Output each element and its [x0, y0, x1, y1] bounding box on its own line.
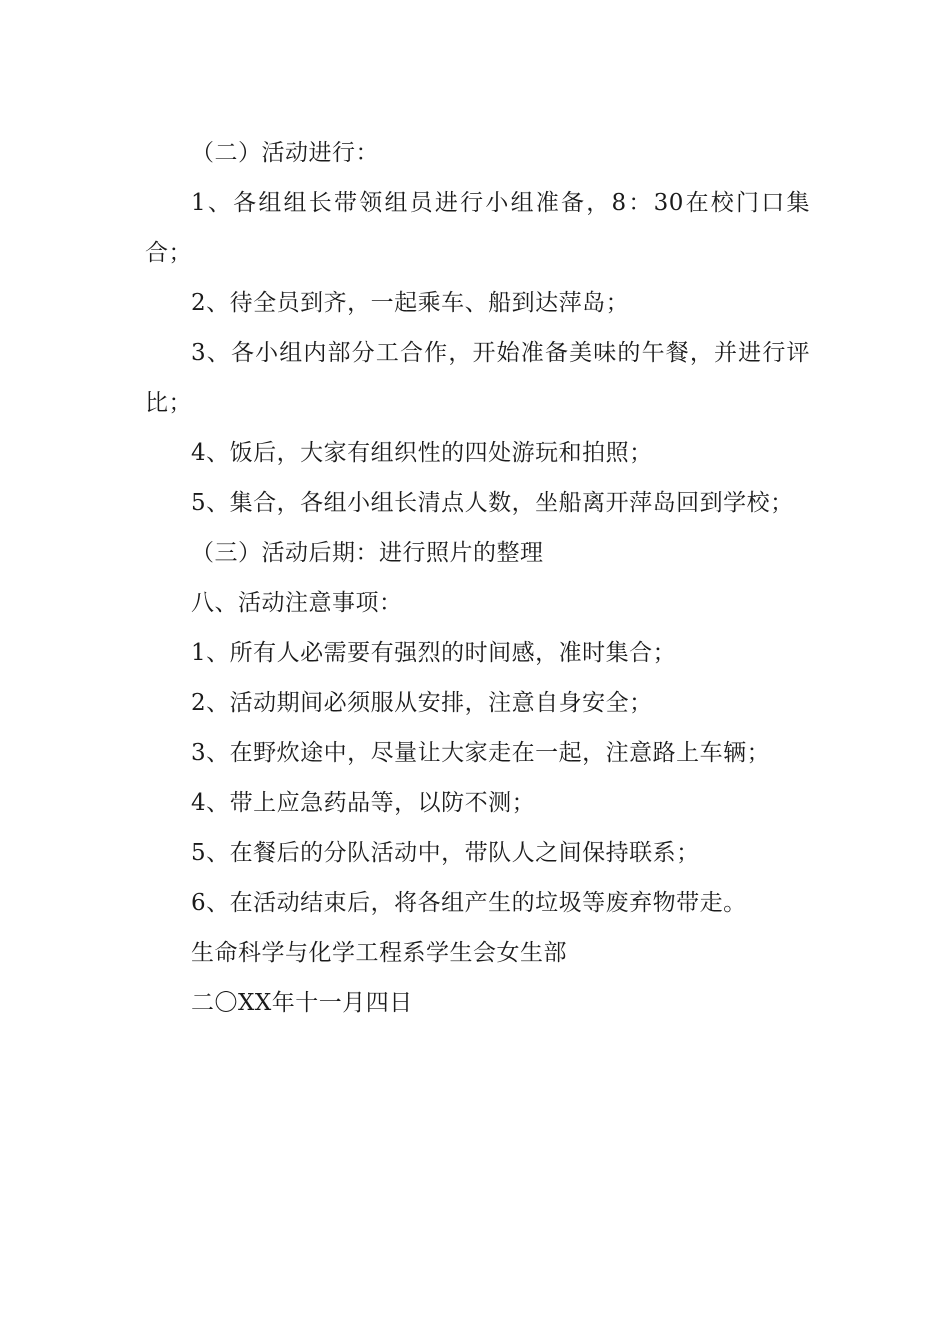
section-heading-post-activity: （三）活动后期：进行照片的整理 [191, 540, 544, 566]
precaution-4: 4、带上应急药品等，以防不测； [191, 790, 536, 816]
signature-date: 二〇XX年十一月四日 [191, 990, 413, 1016]
precaution-2: 2、活动期间必须服从安排，注意自身安全； [191, 690, 653, 716]
step-4-sightseeing: 4、饭后，大家有组织性的四处游玩和拍照； [191, 440, 653, 466]
precaution-3: 3、在野炊途中，尽量让大家走在一起，注意路上车辆； [191, 740, 771, 766]
document-body [145, 128, 810, 1028]
precaution-6: 6、在活动结束后，将各组产生的垃圾等废弃物带走。 [191, 890, 747, 916]
section-heading-precautions: 八、活动注意事项： [191, 590, 403, 616]
step-5-return: 5、集合，各组小组长清点人数，坐船离开萍岛回到学校； [191, 490, 794, 516]
step-3-lunch: 3、各小组内部分工合作，开始准备美味的午餐，并进行评比； [145, 340, 810, 416]
section-heading-activity-progress: （二）活动进行： [191, 140, 379, 166]
precaution-5: 5、在餐后的分队活动中，带队人之间保持联系； [191, 840, 700, 866]
precaution-1: 1、所有人必需要有强烈的时间感，准时集合； [191, 640, 677, 666]
step-1-gather: 1、各组组长带领组员进行小组准备，8：30在校门口集合； [145, 190, 810, 266]
signature-organization: 生命科学与化学工程系学生会女生部 [191, 940, 567, 966]
step-2-travel: 2、待全员到齐，一起乘车、船到达萍岛； [191, 290, 630, 316]
